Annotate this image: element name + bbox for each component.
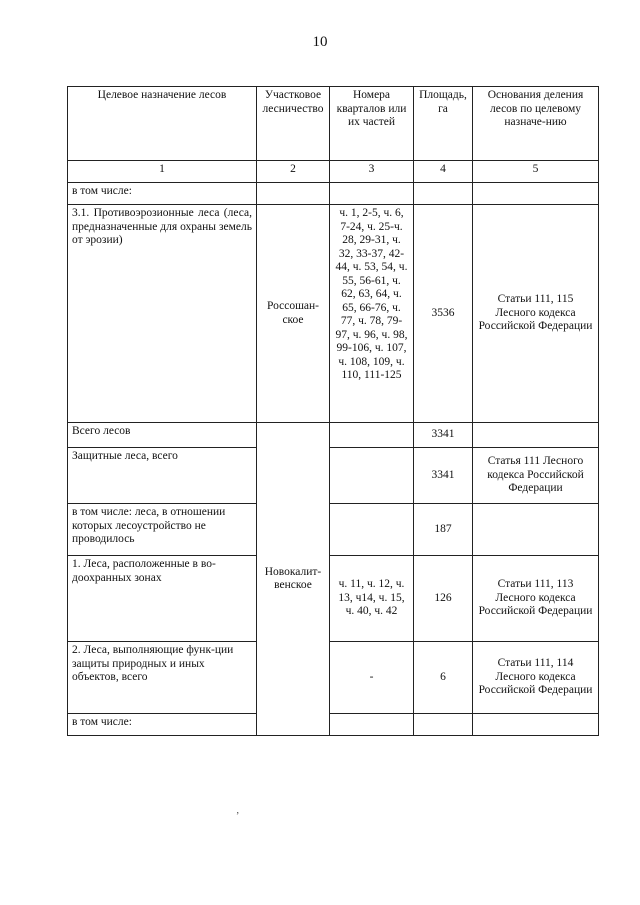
empty-cell [414, 183, 473, 205]
header-quarters: Номера кварталов или их частей [330, 87, 414, 161]
empty-cell [257, 183, 330, 205]
quarters-cell: - [330, 642, 414, 714]
table-row [68, 448, 599, 504]
area-cell: 6 [414, 642, 473, 714]
empty-cell [330, 183, 414, 205]
header-area: Площадь, га [414, 87, 473, 161]
empty-cell [330, 714, 414, 736]
area-cell: 3341 [414, 423, 473, 448]
table-row [68, 504, 599, 556]
empty-cell [330, 448, 414, 504]
empty-cell [473, 423, 599, 448]
table-header-row [68, 87, 599, 161]
area-cell: 187 [414, 504, 473, 556]
forestry-cell: Новокалит-венское [257, 423, 330, 736]
quarters-cell: ч. 11, ч. 12, ч. 13, ч14, ч. 15, ч. 40, ч. 42 [330, 556, 414, 642]
empty-cell [473, 714, 599, 736]
quarters-cell: ч. 1, 2-5, ч. 6, 7-24, ч. 25-ч. 28, 29-31, ч. 32, 33-37, 42-44, ч. 53, 54, ч. 55, 56-61, ч. 62, 63, 64, ч. 65, 66-76, ч. 77, ч. 78, 79-97, ч. 96, ч. 98, 99-106, ч. 107, ч. 108, 109, ч. 110, 111-125 [330, 205, 414, 423]
column-numbers-row [68, 161, 599, 183]
table-row [68, 205, 599, 423]
purpose-cell: 3.1. Противоэрозионные леса (леса, предназначенные для охраны земель от эрозии) [68, 205, 257, 423]
table-row [68, 642, 599, 714]
header-basis: Основания деления лесов по целевому назначе-нию [473, 87, 599, 161]
basis-cell: Статьи 111, 115 Лесного кодекса Российской Федерации [473, 205, 599, 423]
page-number: 10 [312, 34, 328, 50]
purpose-cell: в том числе: [68, 714, 257, 736]
area-cell: 3341 [414, 448, 473, 504]
empty-cell [330, 423, 414, 448]
empty-cell [330, 504, 414, 556]
empty-cell [473, 183, 599, 205]
column-number: 4 [414, 161, 473, 183]
purpose-cell: в том числе: [68, 183, 257, 205]
purpose-cell: Защитные леса, всего [68, 448, 257, 504]
header-purpose: Целевое назначение лесов [68, 87, 257, 161]
scan-speck: ‚ [236, 805, 240, 816]
column-number: 3 [330, 161, 414, 183]
table-row [68, 183, 599, 205]
column-number: 2 [257, 161, 330, 183]
forestry-cell: Россошан-ское [257, 205, 330, 423]
table-row [68, 714, 599, 736]
empty-cell [473, 504, 599, 556]
purpose-cell: 1. Леса, расположенные в во-доохранных зонах [68, 556, 257, 642]
basis-cell: Статья 111 Лесного кодекса Российской Федерации [473, 448, 599, 504]
column-number: 1 [68, 161, 257, 183]
column-number: 5 [473, 161, 599, 183]
basis-cell: Статьи 111, 113 Лесного кодекса Российской Федерации [473, 556, 599, 642]
table-row [68, 556, 599, 642]
purpose-cell: 2. Леса, выполняющие функ-ции защиты природных и иных объектов, всего [68, 642, 257, 714]
purpose-cell: Всего лесов [68, 423, 257, 448]
area-cell: 3536 [414, 205, 473, 423]
table-row [68, 423, 599, 448]
area-cell: 126 [414, 556, 473, 642]
purpose-cell: в том числе: леса, в отношении которых лесоустройство не проводилось [68, 504, 257, 556]
empty-cell [414, 714, 473, 736]
forest-purpose-table [67, 86, 599, 736]
basis-cell: Статьи 111, 114 Лесного кодекса Российской Федерации [473, 642, 599, 714]
header-forestry: Участковое лесничество [257, 87, 330, 161]
